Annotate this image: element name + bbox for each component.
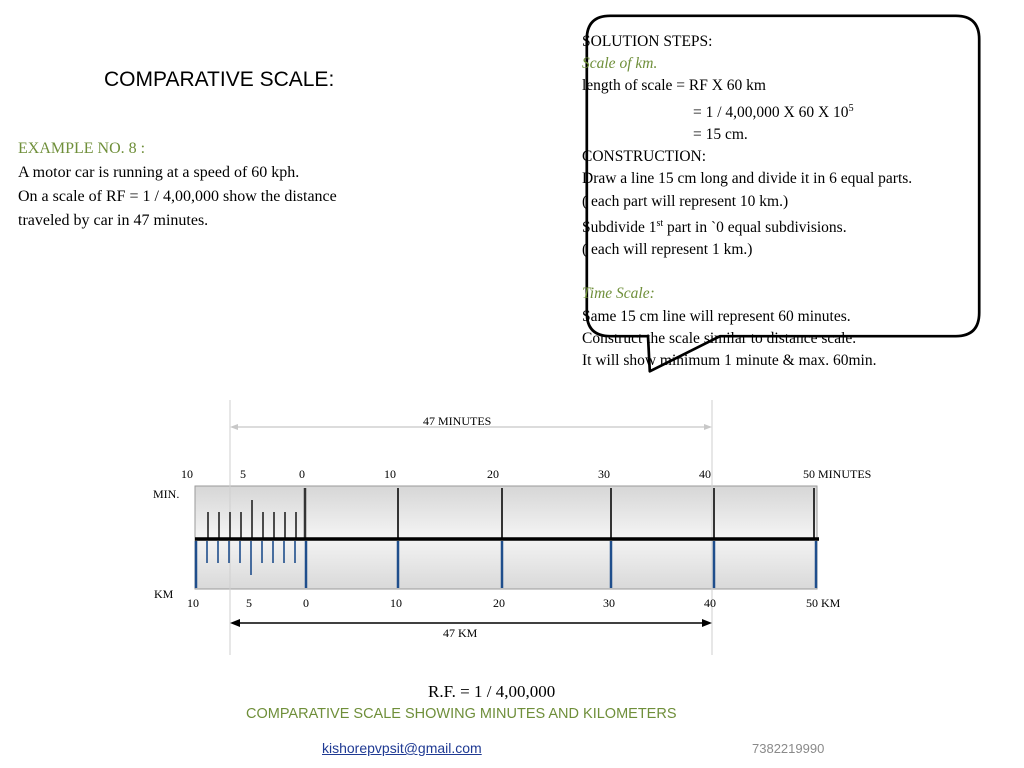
rf-label: R.F. = 1 / 4,00,000	[428, 682, 556, 701]
km-tick-label: 0	[303, 596, 309, 610]
example-heading: EXAMPLE NO. 8 :	[18, 140, 146, 157]
km-tick-label: 30	[603, 596, 615, 610]
km-tick-label: 10	[187, 596, 199, 610]
problem-line: traveled by car in 47 minutes.	[18, 212, 209, 229]
solution-heading: SOLUTION STEPS:	[582, 33, 713, 50]
diagram-caption: COMPARATIVE SCALE SHOWING MINUTES AND KILOMETERS	[246, 706, 677, 722]
construction-line: ( each part will represent 10 km.)	[582, 192, 789, 210]
arrow-head-right	[702, 619, 712, 627]
time-scale-heading: Time Scale:	[582, 285, 655, 303]
formula-text: = 1 / 4,00,000 X 60 X 10	[693, 103, 849, 121]
construction-heading: CONSTRUCTION:	[582, 148, 707, 166]
construction-text: part in `0 equal subdivisions.	[663, 218, 847, 236]
problem-line: On a scale of RF = 1 / 4,00,000 show the distance	[18, 188, 337, 205]
construction-text: Subdivide 1	[582, 218, 657, 236]
time-line: Construct the scale similar to distance scale.	[582, 329, 857, 347]
formula-exponent: 5	[848, 102, 854, 114]
km-tick-label: 5	[246, 596, 252, 610]
minutes-dimension-label: 47 MINUTES	[423, 414, 492, 428]
km-tick-label: 20	[493, 596, 505, 610]
min-side-label: MIN.	[153, 487, 180, 501]
construction-line: ( each will represent 1 km.)	[582, 241, 753, 259]
km-tick-label: 10	[390, 596, 402, 610]
minute-tick-label: 5	[240, 467, 246, 481]
km-tick-label: 40	[704, 596, 716, 610]
formula-line: = 15 cm.	[693, 125, 748, 143]
time-line: Same 15 cm line will represent 60 minutes.	[582, 307, 851, 325]
formula-line: length of scale = RF X 60 km	[582, 77, 766, 95]
km-tick-label: 50 KM	[806, 596, 841, 610]
problem-line: A motor car is running at a speed of 60 kph.	[18, 164, 300, 181]
minute-tick-label: 0	[299, 467, 305, 481]
scale-km-heading: Scale of km.	[582, 55, 658, 73]
arrow-head-right	[704, 424, 712, 430]
construction-line: Draw a line 15 cm long and divide it in 6 equal parts.	[582, 170, 913, 188]
minute-tick-label: 40	[699, 467, 711, 481]
km-side-label: KM	[154, 587, 174, 601]
minute-tick-label: 20	[487, 467, 499, 481]
minute-tick-label: 50 MINUTES	[803, 467, 872, 481]
minute-tick-label: 10	[384, 467, 396, 481]
arrow-head-left	[230, 619, 240, 627]
ordinal-suffix: st	[656, 217, 664, 229]
minute-tick-label: 10	[181, 467, 193, 481]
phone-number: 7382219990	[752, 741, 825, 756]
km-dimension-label: 47 KM	[443, 626, 478, 640]
slide-title: COMPARATIVE SCALE:	[104, 68, 335, 91]
arrow-head-left	[230, 424, 238, 430]
minute-tick-label: 30	[598, 467, 610, 481]
time-line: It will show minimum 1 minute & max. 60min.	[582, 351, 877, 369]
email-link[interactable]: kishorepvpsit@gmail.com	[322, 740, 482, 756]
